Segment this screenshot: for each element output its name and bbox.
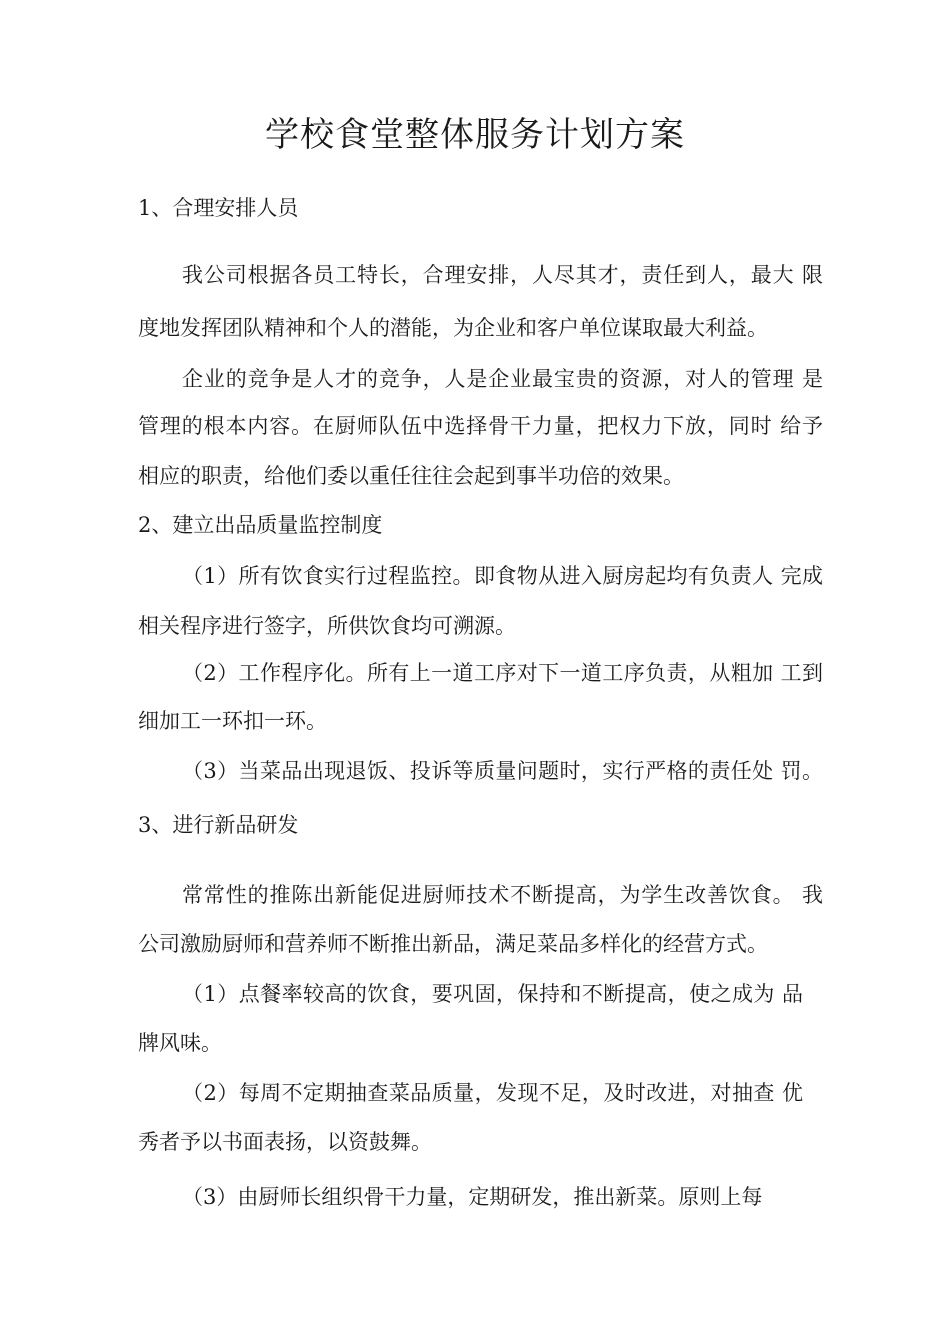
paragraph-line: 管理的根本内容。在厨师队伍中选择骨干力量，把权力下放，同时 给予 bbox=[138, 414, 823, 438]
document-title: 学校食堂整体服务计划方案 bbox=[265, 115, 685, 155]
paragraph-line: （2）每周不定期抽查菜品质量，发现不足，及时改进，对抽查 优 bbox=[182, 1081, 803, 1105]
paragraph-line: 常常性的推陈出新能促进厨师技术不断提高，为学生改善饮食。 我 bbox=[182, 883, 823, 907]
paragraph-line: 企业的竞争是人才的竞争，人是企业最宝贵的资源，对人的管理 是 bbox=[182, 367, 823, 391]
paragraph-line: 相关程序进行签字，所供饮食均可溯源。 bbox=[138, 614, 516, 638]
paragraph-line: 牌风味。 bbox=[138, 1031, 222, 1055]
paragraph-line: 相应的职责，给他们委以重任往往会起到事半功倍的效果。 bbox=[138, 464, 684, 488]
paragraph-line: （3）由厨师长组织骨干力量，定期研发，推出新菜。原则上每 bbox=[182, 1185, 763, 1209]
paragraph-line: （3）当菜品出现退饭、投诉等质量问题时，实行严格的责任处 罚。 bbox=[182, 759, 823, 783]
paragraph-line: （1）点餐率较高的饮食，要巩固，保持和不断提高，使之成为 品 bbox=[182, 982, 803, 1006]
section-heading-3: 3、进行新品研发 bbox=[138, 813, 299, 837]
paragraph-line: 度地发挥团队精神和个人的潜能，为企业和客户单位谋取最大利益。 bbox=[138, 316, 768, 340]
paragraph-line: 公司激励厨师和营养师不断推出新品，满足菜品多样化的经营方式。 bbox=[138, 932, 768, 956]
paragraph-line: （2）工作程序化。所有上一道工序对下一道工序负责，从粗加 工到 bbox=[182, 661, 823, 685]
paragraph-line: （1）所有饮食实行过程监控。即食物从进入厨房起均有负责人 完成 bbox=[182, 564, 823, 588]
paragraph-line: 我公司根据各员工特长，合理安排，人尽其才，责任到人，最大 限 bbox=[182, 263, 823, 287]
paragraph-line: 秀者予以书面表扬，以资鼓舞。 bbox=[138, 1130, 432, 1154]
paragraph-line: 细加工一环扣一环。 bbox=[138, 709, 327, 733]
section-heading-1: 1、合理安排人员 bbox=[138, 196, 299, 220]
section-heading-2: 2、建立出品质量监控制度 bbox=[138, 513, 383, 537]
